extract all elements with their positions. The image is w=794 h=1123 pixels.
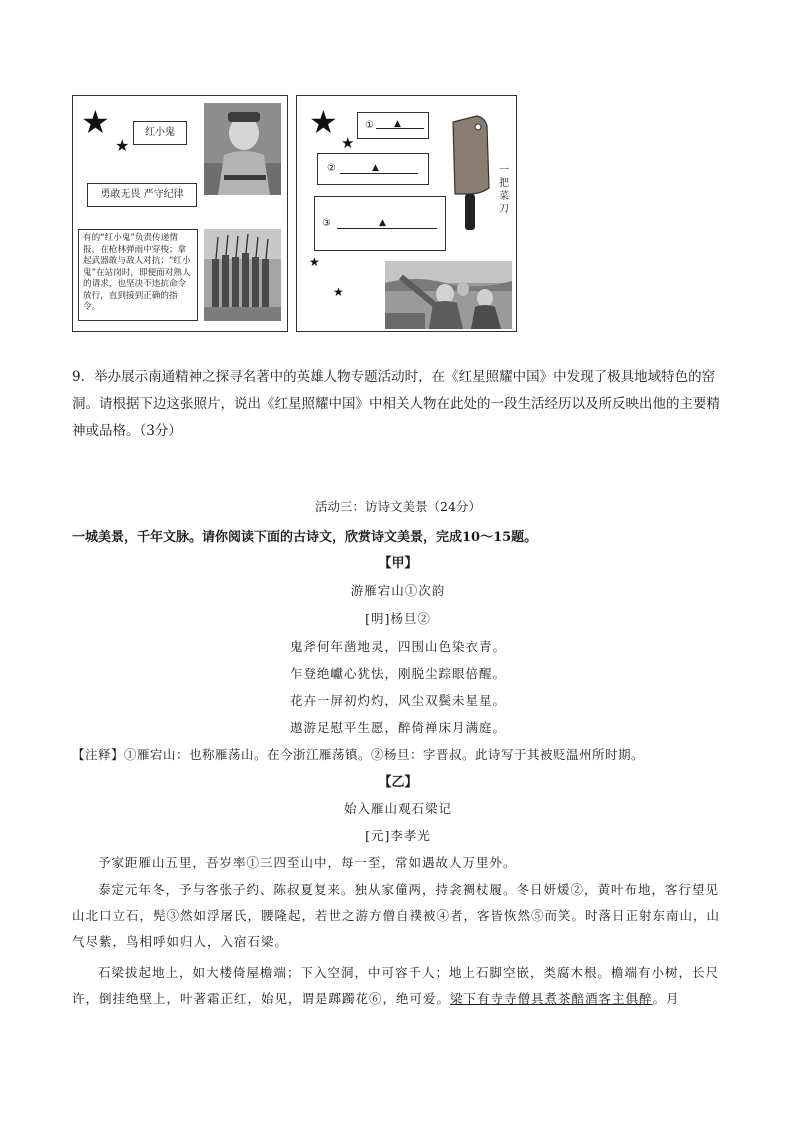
essay-paragraph-3 xyxy=(72,960,724,1012)
yi-label: 【乙】 xyxy=(378,775,418,790)
answer-line-3 xyxy=(337,228,437,229)
essay-paragraph-3-text: 石梁拔起地上，如大楼倚屋檐端；下入空洞，中可容千人；地上石脚空嵌，类腐木根。檐端有小树，长尺许，倒挂绝壁上，叶著霜正红，始见，谓是踯躅花⑥，绝可爱。 xyxy=(72,965,720,1006)
description-box: 有的“红小鬼”负责传递情报，在枪林弹雨中穿梭；拿起武器敢与敌人对抗；“红小鬼”在站岗时，即便面对熟人的请求，也坚决不违抗命令放行，直到接到正确的指令。 xyxy=(78,229,198,321)
blank-box-1 xyxy=(357,112,429,139)
small-star-icon: ★ xyxy=(309,255,320,269)
blank-box-2 xyxy=(317,153,429,185)
underlined-sentence: 梁下有寺寺僧具煮茶醅酒客主俱醉 xyxy=(450,991,653,1006)
blank-box-3 xyxy=(314,196,446,251)
child-soldiers-group-photo xyxy=(204,229,281,321)
blank-number-1: ① xyxy=(365,120,374,131)
small-star-icon: ★ xyxy=(115,136,130,155)
triangle-marker: ▲ xyxy=(379,218,386,228)
triangle-marker: ▲ xyxy=(394,119,401,129)
poem-line-2: 乍登绝巘心犹怯，刚脱尘踪眼倍醒。 xyxy=(289,666,506,681)
small-star-icon: ★ xyxy=(341,134,355,152)
question-9: 9．举办展示南通精神之探寻名著中的英雄人物专题活动时，在《红星照耀中国》中发现了极具地域特色的窑洞。请根据下边这张照片，说出《红星照耀中国》中相关人物在此处的一段生活经历以及所反映出他的主要精神或品格。（3分） xyxy=(72,369,720,439)
soldiers-pointing-photo xyxy=(385,261,512,329)
poem-line-4: 遨游足慰平生愿，醉倚禅床月满庭。 xyxy=(289,720,506,735)
poem-title: 游雁宕山①次韵 xyxy=(350,583,446,598)
cleaver-illustration xyxy=(447,114,493,232)
triangle-marker: ▲ xyxy=(372,163,379,173)
red-little-devil-label: 红小鬼 xyxy=(133,121,187,145)
poem-annotation: 【注释】①雁宕山：也称雁荡山。在今浙江雁荡镇。②杨旦：字晋叔。此诗写于其被贬温州所时期。 xyxy=(72,747,645,762)
left-collage-panel xyxy=(72,95,288,332)
poem-line-1: 鬼斧何年凿地灵，四围山色染衣青。 xyxy=(289,639,506,654)
answer-line-2 xyxy=(340,173,418,174)
brave-discipline-label: 勇敢无畏 严守纪律 xyxy=(87,183,197,207)
right-collage-panel xyxy=(296,95,517,332)
child-soldier-photo xyxy=(204,103,281,195)
blank-number-2: ② xyxy=(327,163,336,174)
poem-author: [明]杨旦② xyxy=(365,611,431,626)
essay-paragraph-1: 予家距雁山五里，吾岁率①三四至山中，每一至，常如遇故人万里外。 xyxy=(98,855,517,870)
blank-number-3: ③ xyxy=(322,218,331,229)
large-star-icon: ★ xyxy=(309,103,338,141)
essay-title: 始入雁山观石梁记 xyxy=(343,801,452,816)
activity-3-title: 活动三：访诗文美景（24分） xyxy=(315,499,481,514)
activity-3-intro: 一城美景，千年文脉。请你阅读下面的古诗文，欣赏诗文美景，完成10～15题。 xyxy=(72,530,538,545)
knife-caption: 一把菜刀 xyxy=(499,165,509,215)
small-star-icon: ★ xyxy=(333,285,344,299)
poem-line-3: 花卉一屏初灼灼，风尘双鬓未星星。 xyxy=(289,693,506,708)
jia-label: 【甲】 xyxy=(378,556,418,571)
large-star-icon: ★ xyxy=(81,103,110,141)
essay-author: [元]李孝光 xyxy=(365,828,431,843)
essay-paragraph-3-tail: 。月 xyxy=(652,991,680,1006)
essay-paragraph-2: 泰定元年冬，予与客张子约、陈叔夏复来。独从家僮两，持衾裯杖履。冬日妍煖②，黄叶布地，客行望见山北口立石，髡③然如浮屠氏，腰隆起，若世之游方僧自襆被④者，客皆恢然⑤而笑。时落日正射东南山，山气尽紫，鸟相呼如归人，入宿石梁。 xyxy=(72,882,721,949)
